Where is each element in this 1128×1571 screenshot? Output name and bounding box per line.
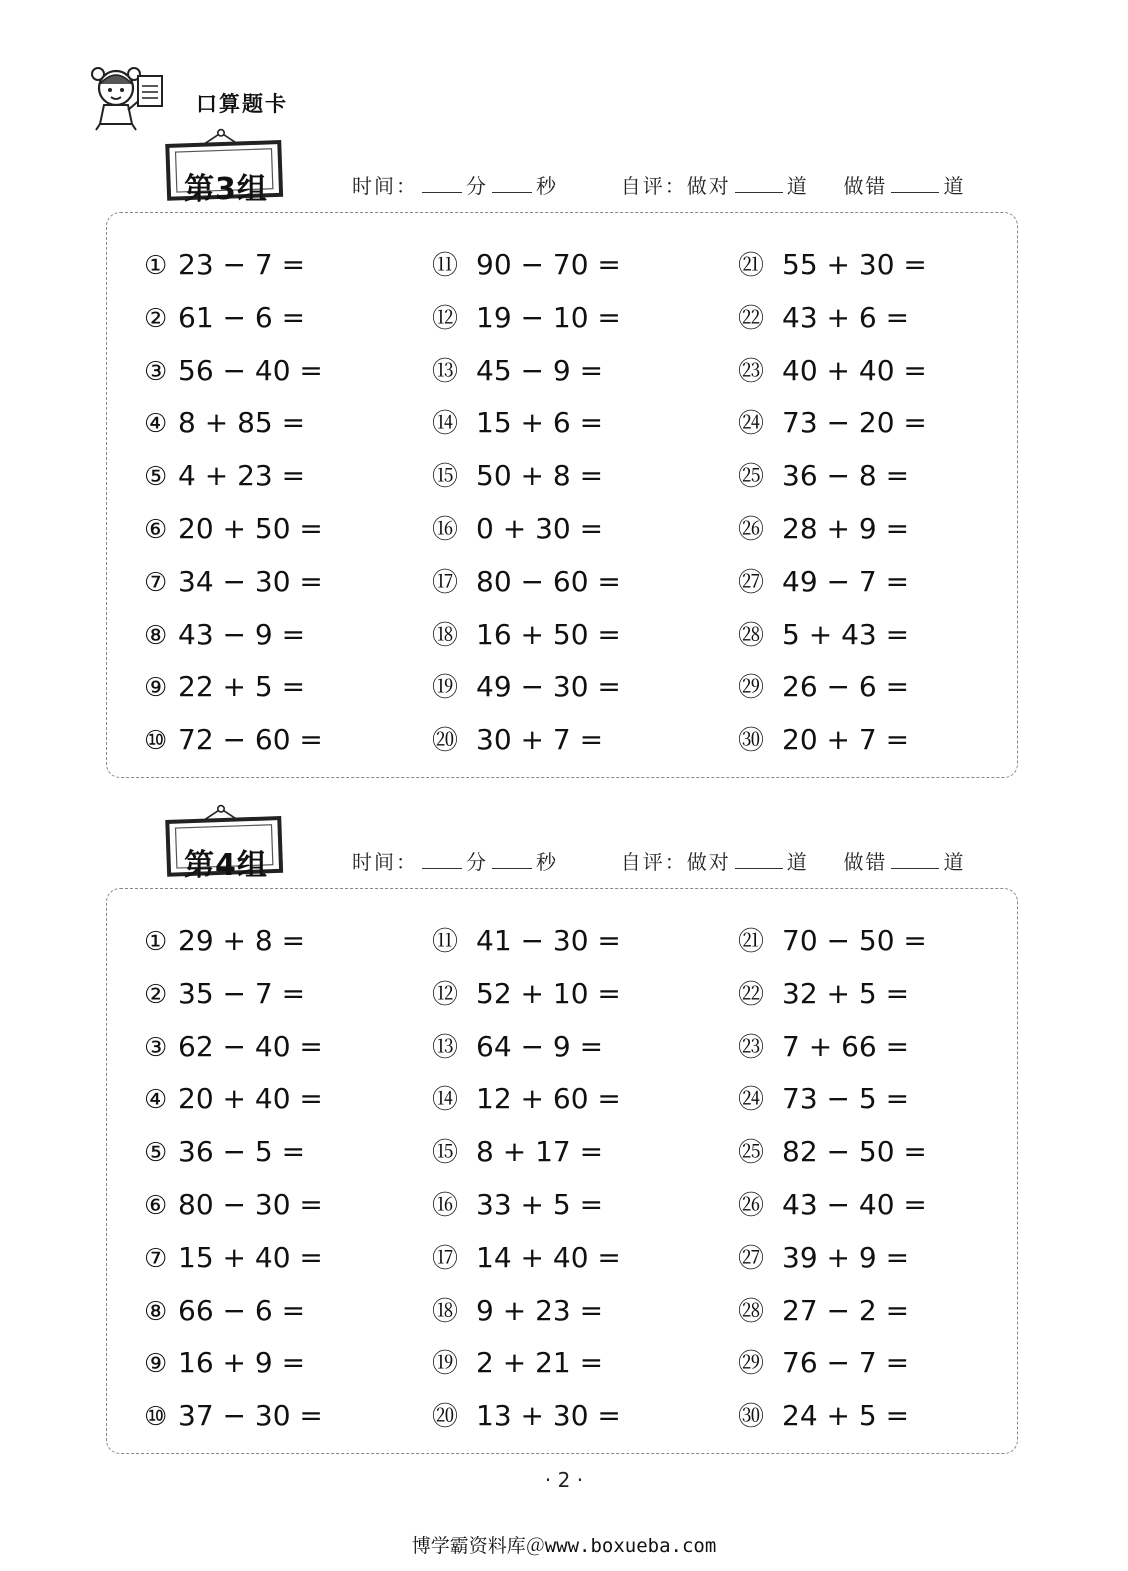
problem-number: ⑩ xyxy=(144,726,168,757)
problem-expression: 39 + 9 = xyxy=(782,1240,910,1274)
second-blank[interactable] xyxy=(492,867,532,869)
problem-expression: 0 + 30 = xyxy=(476,512,604,545)
problem-item xyxy=(738,722,909,758)
problem-number: ⑭ xyxy=(432,1085,459,1116)
problem-number: ⑲ xyxy=(432,1349,459,1380)
problem-expression: 16 + 9 = xyxy=(178,1346,306,1380)
problem-number: ④ xyxy=(144,1085,168,1116)
problem-item xyxy=(144,669,305,705)
problem-expression: 9 + 23 = xyxy=(476,1293,604,1327)
second-label: 秒 xyxy=(536,174,558,198)
minute-label: 分 xyxy=(466,850,488,874)
problem-expression: 29 + 8 = xyxy=(178,924,306,957)
problem-expression: 80 − 60 = xyxy=(476,564,621,598)
problem-item xyxy=(144,1081,323,1117)
problem-number: ⑯ xyxy=(432,515,459,545)
mascot-girl-icon xyxy=(88,58,168,136)
problem-item xyxy=(432,405,603,441)
problem-item xyxy=(144,1398,323,1434)
problem-expression: 15 + 6 = xyxy=(476,406,604,440)
problem-number: ② xyxy=(144,979,168,1010)
problem-expression: 5 + 43 = xyxy=(782,617,910,651)
problem-item xyxy=(144,923,305,959)
problem-number: ⑫ xyxy=(432,979,459,1010)
problem-number: ⑰ xyxy=(432,1243,459,1274)
problem-expression: 23 − 7 = xyxy=(178,248,306,281)
problem-number: ⑯ xyxy=(432,1191,459,1221)
problem-expression: 76 − 7 = xyxy=(782,1346,910,1380)
problem-item xyxy=(144,1345,305,1381)
problem-number: ㉖ xyxy=(738,515,765,545)
problem-number: ① xyxy=(144,927,168,957)
problem-item xyxy=(144,1134,305,1170)
problem-expression: 22 + 5 = xyxy=(178,670,306,704)
problem-number: ⑲ xyxy=(432,673,459,704)
problem-item xyxy=(432,617,621,653)
problem-item xyxy=(738,247,927,283)
problem-expression: 20 + 50 = xyxy=(178,512,323,545)
problem-number: ⑱ xyxy=(432,620,459,651)
page-header xyxy=(88,58,488,138)
problem-number: ㉚ xyxy=(738,726,765,757)
problem-number: ㉓ xyxy=(738,356,765,387)
problem-expression: 45 − 9 = xyxy=(476,353,604,387)
problem-item xyxy=(432,458,603,494)
problem-expression: 24 + 5 = xyxy=(782,1399,910,1433)
problem-expression: 90 − 70 = xyxy=(476,248,621,281)
problem-item xyxy=(738,1081,909,1117)
problem-number: ⑧ xyxy=(144,620,168,651)
problem-number: ㉒ xyxy=(738,979,765,1010)
problem-expression: 34 − 30 = xyxy=(178,564,323,598)
problem-number: ⑭ xyxy=(432,409,459,440)
problem-number: ㉙ xyxy=(738,673,765,704)
problem-expression: 43 − 9 = xyxy=(178,617,306,651)
problem-item xyxy=(432,564,621,600)
problem-expression: 28 + 9 = xyxy=(782,512,910,545)
wrong-label: 做错 xyxy=(843,174,888,198)
problem-number: ⑩ xyxy=(144,1402,168,1433)
problem-expression: 40 + 40 = xyxy=(782,353,927,387)
problem-expression: 56 − 40 = xyxy=(178,353,323,387)
problem-expression: 73 − 5 = xyxy=(782,1082,910,1116)
meta-line xyxy=(352,170,965,199)
problem-item xyxy=(144,247,305,283)
problem-number: ㉗ xyxy=(738,567,765,598)
problem-number: ㉒ xyxy=(738,303,765,334)
problem-number: ⑪ xyxy=(432,251,459,281)
time-label: 时间： xyxy=(352,850,418,874)
problem-expression: 61 − 6 = xyxy=(178,300,306,334)
problem-number: ㉑ xyxy=(738,927,765,957)
meta-line xyxy=(352,846,965,875)
problem-item xyxy=(738,1345,909,1381)
problem-expression: 55 + 30 = xyxy=(782,248,927,281)
problem-expression: 36 − 5 = xyxy=(178,1135,306,1169)
problem-expression: 20 + 7 = xyxy=(782,723,910,757)
problem-item xyxy=(738,1240,909,1276)
problem-expression: 27 − 2 = xyxy=(782,1293,910,1327)
problem-number: ⑮ xyxy=(432,1138,459,1169)
problem-number: ⑳ xyxy=(432,1402,459,1433)
correct-blank[interactable] xyxy=(735,191,783,193)
problem-item xyxy=(738,1293,909,1329)
problem-item xyxy=(432,1187,603,1223)
problem-item xyxy=(144,405,305,441)
minute-blank[interactable] xyxy=(422,191,462,193)
problem-item xyxy=(738,617,909,653)
problem-expression: 8 + 17 = xyxy=(476,1135,604,1169)
problem-number: ⑦ xyxy=(144,567,168,598)
problem-number: ④ xyxy=(144,409,168,440)
problem-item xyxy=(738,1029,909,1065)
problem-expression: 43 − 40 = xyxy=(782,1188,927,1221)
problem-number: ㉔ xyxy=(738,1085,765,1116)
problem-item xyxy=(432,247,621,283)
problem-expression: 73 − 20 = xyxy=(782,406,927,440)
problem-number: ㉗ xyxy=(738,1243,765,1274)
problem-item xyxy=(432,1134,603,1170)
unit-label: 道 xyxy=(943,174,966,198)
problem-number: ⑤ xyxy=(144,462,168,493)
problem-expression: 49 − 30 = xyxy=(476,670,621,704)
section-title: 第4组 xyxy=(184,848,268,883)
problem-item xyxy=(738,300,909,336)
problem-item xyxy=(738,1134,927,1170)
problem-number: ㉕ xyxy=(738,462,765,493)
problem-item xyxy=(738,353,927,389)
problem-number: ㉓ xyxy=(738,1032,765,1063)
problem-expression: 72 − 60 = xyxy=(178,723,323,757)
problem-number: ㉘ xyxy=(738,620,765,651)
problem-expression: 14 + 40 = xyxy=(476,1240,621,1274)
problem-expression: 2 + 21 = xyxy=(476,1346,604,1380)
problem-expression: 80 − 30 = xyxy=(178,1188,323,1221)
problem-item xyxy=(738,564,909,600)
problem-item xyxy=(432,511,603,547)
problem-number: ㉚ xyxy=(738,1402,765,1433)
problem-expression: 66 − 6 = xyxy=(178,1293,306,1327)
problem-number: ⑤ xyxy=(144,1138,168,1169)
problem-item xyxy=(144,617,305,653)
correct-blank[interactable] xyxy=(735,867,783,869)
problem-number: ② xyxy=(144,303,168,334)
problem-item xyxy=(432,1293,603,1329)
section-title: 第3组 xyxy=(184,172,268,207)
problem-item xyxy=(738,1187,927,1223)
second-blank[interactable] xyxy=(492,191,532,193)
problem-expression: 70 − 50 = xyxy=(782,924,927,957)
correct-label: 自评：做对 xyxy=(620,174,731,198)
problem-number: ⑬ xyxy=(432,356,459,387)
problem-expression: 50 + 8 = xyxy=(476,459,604,493)
problem-number: ⑨ xyxy=(144,673,168,704)
minute-label: 分 xyxy=(466,174,488,198)
problem-expression: 20 + 40 = xyxy=(178,1082,323,1116)
problem-item xyxy=(144,458,305,494)
problem-number: ⑥ xyxy=(144,1191,168,1221)
problem-number: ⑮ xyxy=(432,462,459,493)
problem-number: ⑧ xyxy=(144,1296,168,1327)
problem-item xyxy=(144,1293,305,1329)
second-label: 秒 xyxy=(536,850,558,874)
wrong-blank[interactable] xyxy=(891,191,939,193)
wrong-blank[interactable] xyxy=(891,867,939,869)
problem-item xyxy=(432,1345,603,1381)
page-number: · 2 · xyxy=(544,1468,584,1492)
problem-expression: 7 + 66 = xyxy=(782,1029,910,1063)
footer-watermark: 博学霸资料库＠www.boxueba.com xyxy=(411,1535,717,1557)
problem-expression: 37 − 30 = xyxy=(178,1399,323,1433)
problem-number: ㉔ xyxy=(738,409,765,440)
problem-item xyxy=(144,722,323,758)
problem-number: ⑦ xyxy=(144,1243,168,1274)
problem-number: ⑱ xyxy=(432,1296,459,1327)
problem-expression: 36 − 8 = xyxy=(782,459,910,493)
problem-number: ⑥ xyxy=(144,515,168,545)
problem-item xyxy=(432,1081,621,1117)
problem-item xyxy=(144,300,305,336)
problem-expression: 49 − 7 = xyxy=(782,564,910,598)
time-label: 时间： xyxy=(352,174,418,198)
problem-item xyxy=(738,405,927,441)
problem-item xyxy=(738,976,909,1012)
problem-item xyxy=(432,1240,621,1276)
problem-item xyxy=(432,300,621,336)
problem-expression: 19 − 10 = xyxy=(476,300,621,334)
header-title: 口算题卡 xyxy=(196,92,288,116)
problem-item xyxy=(432,923,621,959)
problem-expression: 8 + 85 = xyxy=(178,406,306,440)
problem-number: ㉑ xyxy=(738,251,765,281)
problem-number: ⑳ xyxy=(432,726,459,757)
problem-number: ㉘ xyxy=(738,1296,765,1327)
problem-item xyxy=(738,458,909,494)
unit-label: 道 xyxy=(786,850,809,874)
problem-expression: 52 + 10 = xyxy=(476,976,621,1010)
problem-expression: 16 + 50 = xyxy=(476,617,621,651)
problem-expression: 32 + 5 = xyxy=(782,976,910,1010)
problem-expression: 82 − 50 = xyxy=(782,1135,927,1169)
problem-expression: 30 + 7 = xyxy=(476,723,604,757)
problem-item xyxy=(144,353,323,389)
problem-item xyxy=(432,1398,621,1434)
problem-expression: 13 + 30 = xyxy=(476,1399,621,1433)
problem-item xyxy=(144,1029,323,1065)
problem-item xyxy=(432,669,621,705)
problem-expression: 15 + 40 = xyxy=(178,1240,323,1274)
problem-expression: 35 − 7 = xyxy=(178,976,306,1010)
correct-label: 自评：做对 xyxy=(620,850,731,874)
problem-number: ⑪ xyxy=(432,927,459,957)
unit-label: 道 xyxy=(786,174,809,198)
unit-label: 道 xyxy=(943,850,966,874)
problem-number: ⑨ xyxy=(144,1349,168,1380)
problem-item xyxy=(144,1240,323,1276)
problem-expression: 33 + 5 = xyxy=(476,1188,604,1221)
problem-expression: 4 + 23 = xyxy=(178,459,306,493)
problem-number: ⑬ xyxy=(432,1032,459,1063)
problem-number: ⑰ xyxy=(432,567,459,598)
problem-expression: 43 + 6 = xyxy=(782,300,910,334)
problem-expression: 26 − 6 = xyxy=(782,670,910,704)
problem-item xyxy=(144,511,323,547)
problem-item xyxy=(432,722,603,758)
problem-item xyxy=(144,976,305,1012)
problem-number: ㉖ xyxy=(738,1191,765,1221)
problem-item xyxy=(738,1398,909,1434)
problem-item xyxy=(738,923,927,959)
problem-item xyxy=(432,1029,603,1065)
problem-expression: 41 − 30 = xyxy=(476,924,621,957)
problem-item xyxy=(738,511,909,547)
problem-expression: 64 − 9 = xyxy=(476,1029,604,1063)
problem-item xyxy=(144,564,323,600)
problem-item xyxy=(738,669,909,705)
problem-item xyxy=(144,1187,323,1223)
problem-number: ③ xyxy=(144,356,168,387)
problem-number: ㉙ xyxy=(738,1349,765,1380)
wrong-label: 做错 xyxy=(843,850,888,874)
problem-item xyxy=(432,976,621,1012)
minute-blank[interactable] xyxy=(422,867,462,869)
problem-item xyxy=(432,353,603,389)
problem-expression: 12 + 60 = xyxy=(476,1082,621,1116)
problem-number: ㉕ xyxy=(738,1138,765,1169)
problem-number: ③ xyxy=(144,1032,168,1063)
problem-expression: 62 − 40 = xyxy=(178,1029,323,1063)
problem-number: ⑫ xyxy=(432,303,459,334)
problem-number: ① xyxy=(144,251,168,281)
